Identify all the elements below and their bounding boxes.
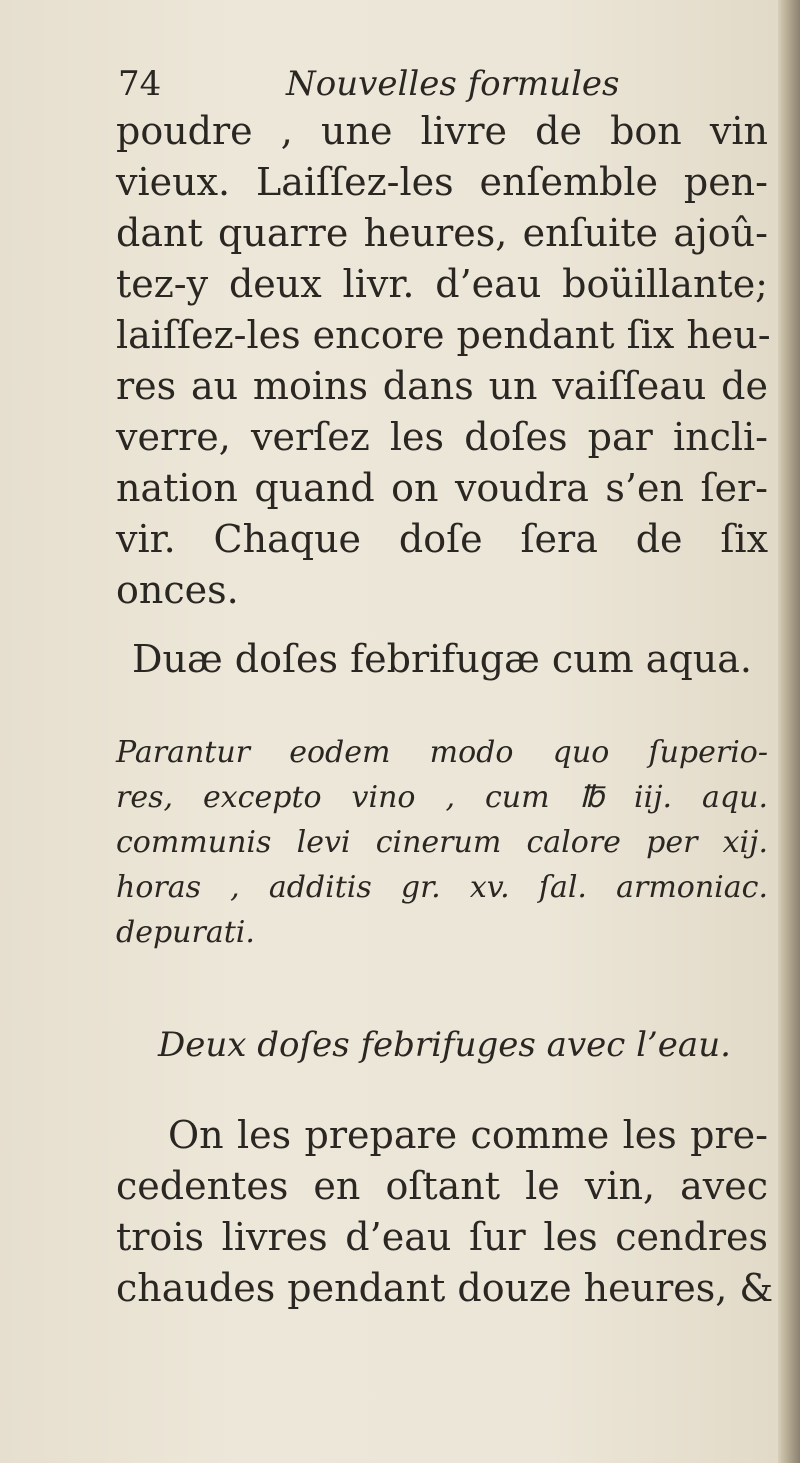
book-spine-shadow [778,0,800,1463]
text-line: vir. Chaque doſe ſera de ſix [116,517,768,561]
section-heading-french: Deux doſes febrifuges avec l’eau. [158,1025,731,1065]
text-line: cedentes en oſtant le vin, avec [116,1164,768,1208]
text-line: communis levi cinerum calore per xij. [116,825,768,860]
french-heading [158,1020,800,1070]
text-line: trois livres d’eau ſur les cendres [116,1215,768,1259]
text-line: On les prepare comme les pre- [168,1113,768,1157]
paragraph-french [116,1110,774,1314]
page-header [118,62,758,106]
text-line: Parantur eodem modo quo ſuperio- [116,735,768,770]
text-line: onces. [116,568,239,612]
latin-heading [132,634,784,684]
running-title: Nouvelles formules [286,64,620,104]
page-number: 74 [118,64,162,104]
section-heading-latin: Duæ doſes febrifugæ cum aqua. [132,637,752,681]
text-line: depurati. [116,915,255,950]
text-line: res au moins dans un vaiſſeau de [116,364,768,408]
text-line: res, excepto vino , cum ℔ iij. aqu. [116,780,768,815]
text-line: horas , additis gr. xv. ſal. armoniac. [116,870,768,905]
text-line: vieux. Laiſſez-les enſemble pen- [116,160,768,204]
text-line: tez-y deux livr. d’eau boüillante; [116,262,768,306]
text-line: chaudes pendant douze heures, & [116,1266,774,1310]
paragraph-recipe-continued [116,106,771,616]
text-line: verre, verſez les doſes par incli- [116,415,768,459]
text-line: dant quarre heures, enſuite ajoû- [116,211,768,255]
text-line: laiſſez-les encore pendant ſix heu- [116,313,771,357]
paragraph-latin [116,730,768,955]
text-line: poudre , une livre de bon vin [116,109,768,153]
text-line: nation quand on voudra s’en ſer- [116,466,768,510]
